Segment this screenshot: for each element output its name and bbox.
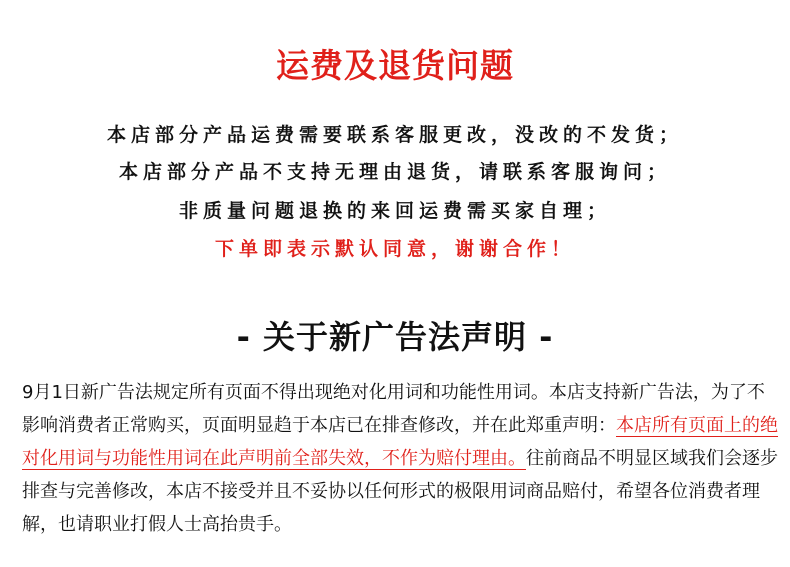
notice-line-no-reason-return: 本店部分产品不支持无理由退货，请联系客服询问； — [118, 161, 671, 183]
shipping-return-title: 运费及退货问题 — [276, 46, 514, 85]
ad-law-statement-title: - 关于新广告法声明 - — [236, 318, 554, 356]
notice-line-agreement: 下单即表示默认同意，谢谢合作！ — [214, 238, 575, 260]
ad-law-statement-paragraph — [22, 376, 782, 541]
notice-line-shipping-fee: 本店部分产品运费需要联系客服更改，没改的不发货； — [106, 124, 683, 146]
notice-line-return-freight: 非质量问题退换的来回运费需买家自理； — [178, 200, 611, 222]
statement-text-part2: 往前商品不明显区域我们会逐步排查与完善修改，本店不接受并且不妥协以任何形式的极限用词商品赔付，希望各位消费者理解，也请职业打假人士高抬贵手。 — [22, 448, 778, 535]
statement-text-highlight: 本店所有页面上的绝对化用词与功能性用词在此声明前全部失效，不作为赔付理由。 — [22, 415, 778, 469]
statement-text-part1: 9月1日新广告法规定所有页面不得出现绝对化用词和功能性用词。本店支持新广告法，为了不影响消费者正常购买，页面明显趋于本店已在排查修改，并在此郑重声明： — [22, 382, 765, 436]
